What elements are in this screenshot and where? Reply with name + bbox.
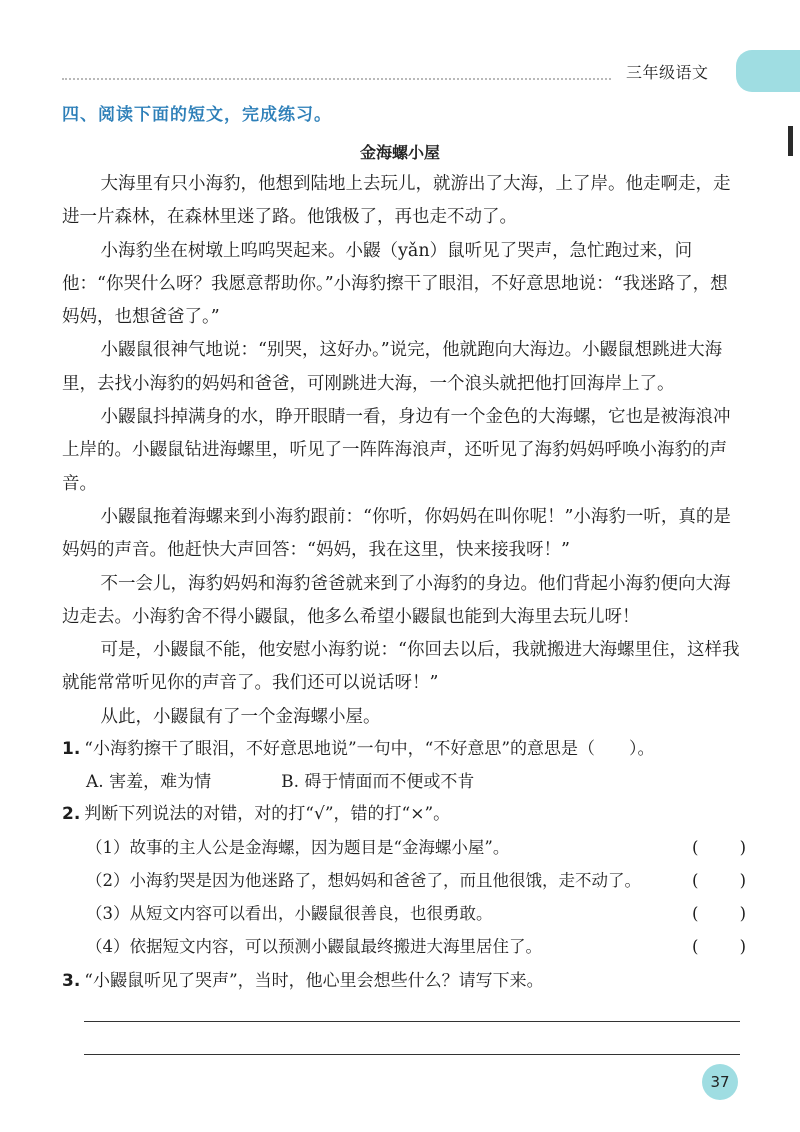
option-a: A. 害羞，难为情 (86, 772, 212, 792)
judgement-text: （4）依据短文内容，可以预测小鼹鼠最终搬进大海里居住了。 (86, 937, 542, 956)
answer-parentheses[interactable]: ( ) (692, 838, 746, 857)
question-3 (62, 969, 544, 993)
answer-parentheses[interactable]: ( ) (692, 871, 746, 890)
question-1 (62, 737, 655, 761)
story-paragraph: 可是，小鼹鼠不能，他安慰小海豹说：“你回去以后，我就搬进大海螺里住，这样我就能常常听见你的声音了。我们还可以说话呀！” (62, 640, 740, 694)
subject-tab-label: 三年级语文 (626, 63, 709, 82)
story-paragraph: 不一会儿，海豹妈妈和海豹爸爸就来到了小海豹的身边。他们背起小海豹便向大海边走去。小海豹舍不得小鼹鼠，他多么希望小鼹鼠也能到大海里去玩儿呀！ (62, 573, 731, 627)
question-2 (62, 802, 450, 826)
question-number: 3. (62, 971, 81, 991)
story-paragraph: 从此，小鼹鼠有了一个金海螺小屋。 (100, 706, 381, 727)
judgement-text: （1）故事的主人公是金海螺，因为题目是“金海螺小屋”。 (86, 838, 510, 857)
question-number: 1. (62, 739, 81, 759)
answer-parentheses[interactable]: ( ) (692, 904, 746, 923)
story-paragraph: 小鼹鼠很神气地说：“别哭，这好办。”说完，他就跑向大海边。小鼹鼠想跳进大海里，去找小海豹的妈妈和爸爸，可刚跳进大海，一个浪头就把他打回海岸上了。 (62, 340, 723, 394)
story-paragraph: 小鼹鼠抖掉满身的水，睁开眼睛一看，身边有一个金色的大海螺，它也是被海浪冲上岸的。小鼹鼠钻进海螺里，听见了一阵阵海浪声，还听见了海豹妈妈呼唤小海豹的声音。 (62, 407, 731, 494)
page-number: 37 (702, 1064, 738, 1100)
section-title: 四、阅读下面的短文，完成练习。 (62, 105, 332, 125)
story-paragraph: 小海豹坐在树墩上呜呜哭起来。小鼹（yǎn）鼠听见了哭声，急忙跑过来，问他：“你哭什么呀？我愿意帮助你。”小海豹擦干了眼泪，不好意思地说：“我迷路了，想妈妈，也想爸爸了。” (62, 240, 728, 328)
answer-line[interactable] (84, 1054, 740, 1055)
subject-tab-band (736, 50, 800, 92)
judgement-item-2 (86, 869, 746, 893)
judgement-item-3 (86, 902, 746, 926)
header-dotted-rule (62, 78, 622, 80)
judgement-text: （3）从短文内容可以看出，小鼹鼠很善良，也很勇敢。 (86, 904, 493, 923)
judgement-item-4 (86, 935, 746, 959)
option-b: B. 碍于情面而不便或不肯 (281, 772, 475, 792)
question-text: “小鼹鼠听见了哭声”，当时，他心里会想些什么？请写下来。 (84, 971, 544, 991)
question-text: 判断下列说法的对错，对的打“√”，错的打“×”。 (84, 804, 451, 824)
story-body (62, 168, 744, 734)
question-number: 2. (62, 804, 81, 824)
judgement-item-1 (86, 836, 746, 860)
story-paragraph: 大海里有只小海豹，他想到陆地上去玩儿，就游出了大海，上了岸。他走啊走，走进一片森林，在森林里迷了路。他饿极了，再也走不动了。 (62, 174, 731, 228)
story-paragraph: 小鼹鼠拖着海螺来到小海豹跟前：“你听，你妈妈在叫你呢！”小海豹一听，真的是妈妈的声音。他赶快大声回答：“妈妈，我在这里，快来接我呀！” (62, 506, 731, 561)
answer-parentheses[interactable]: ( ) (692, 937, 746, 956)
answer-line[interactable] (84, 1021, 740, 1022)
question-1-options (86, 770, 474, 794)
judgement-text: （2）小海豹哭是因为他迷路了，想妈妈和爸爸了，而且他很饿，走不动了。 (86, 871, 641, 890)
story-title: 金海螺小屋 (359, 143, 440, 162)
question-text: “小海豹擦干了眼泪，不好意思地说”一句中，“不好意思”的意思是（ ）。 (84, 739, 655, 759)
